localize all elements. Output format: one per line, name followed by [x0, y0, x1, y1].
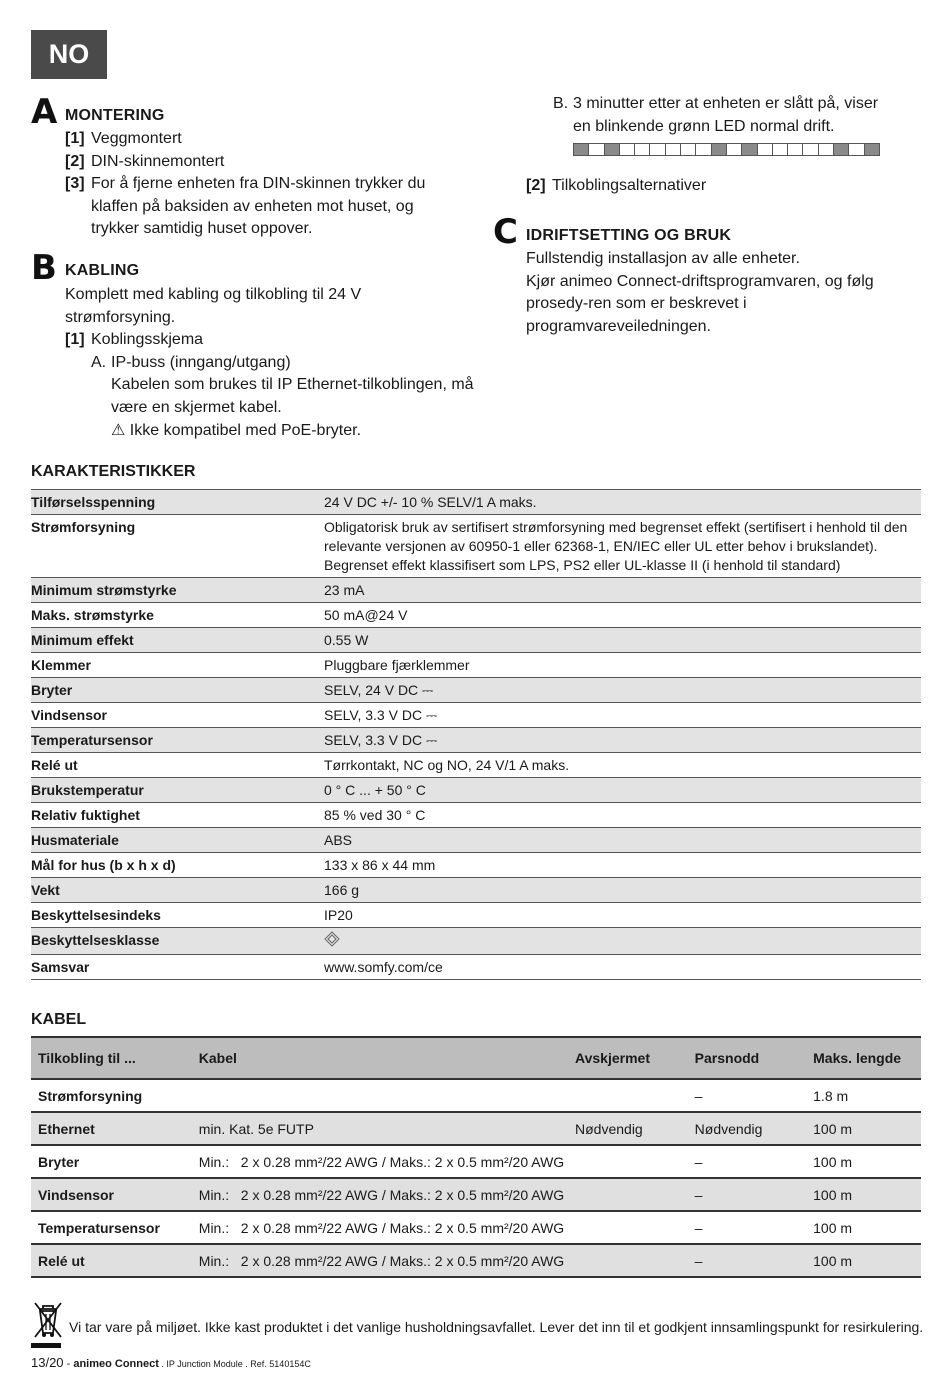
table-row	[31, 753, 921, 778]
table-cell: 100 m	[806, 1178, 921, 1211]
row-value: SELV, 3.3 V DC ⎓	[324, 703, 921, 728]
table-row	[31, 703, 921, 728]
led-segment	[865, 144, 879, 155]
row-label: Vekt	[31, 878, 324, 903]
section-c-body	[526, 248, 924, 338]
table-cell: 100 m	[806, 1211, 921, 1244]
table-row	[31, 778, 921, 803]
class-iii-icon	[324, 934, 340, 950]
row-value: 50 mA@24 V	[324, 603, 921, 628]
row-value: 133 x 86 x 44 mm	[324, 853, 921, 878]
table-cell: –	[688, 1178, 806, 1211]
led-segment	[788, 144, 803, 155]
table-row	[31, 955, 921, 980]
row-value: 85 % ved 30 ° C	[324, 803, 921, 828]
led-segment	[773, 144, 788, 155]
list-item: [1] Veggmontert	[65, 130, 182, 147]
table-header-row	[31, 1037, 921, 1079]
table-row	[31, 903, 921, 928]
column-header: Avskjermet	[568, 1037, 688, 1079]
footer-sep: -	[63, 1358, 74, 1370]
warning-icon: ⚠	[111, 421, 126, 439]
table-cell: 100 m	[806, 1112, 921, 1145]
led-segment	[803, 144, 818, 155]
row-label: Brukstemperatur	[31, 778, 324, 803]
sub-item-b: B. 3 minutter etter at enheten er slått på, viser en blinkende grønn LED normal drift.	[553, 95, 879, 135]
table-cell: Nødvendig	[688, 1112, 806, 1145]
table-cell: –	[688, 1079, 806, 1112]
table-cell: Strømforsyning	[31, 1079, 192, 1112]
row-label: Tilførselsspenning	[31, 490, 324, 515]
table-cell: Vindsensor	[31, 1178, 192, 1211]
section-b-body	[65, 284, 475, 442]
led-segment	[696, 144, 711, 155]
row-label: Minimum strømstyrke	[31, 578, 324, 603]
table-cell: Nødvendig	[568, 1112, 688, 1145]
characteristics-title: KARAKTERISTIKKER	[31, 463, 196, 480]
row-label: Mål for hus (b x h x d)	[31, 853, 324, 878]
section-a-letter: A	[31, 92, 58, 132]
table-cell: 100 m	[806, 1244, 921, 1277]
table-row	[31, 1112, 921, 1145]
row-label: Husmateriale	[31, 828, 324, 853]
table-row	[31, 728, 921, 753]
table-cell: 100 m	[806, 1145, 921, 1178]
row-value	[324, 515, 921, 578]
row-label: Beskyttelsesindeks	[31, 903, 324, 928]
row-label: Relé ut	[31, 753, 324, 778]
led-segment	[605, 144, 620, 155]
sub-item-a: A. IP-buss (inngang/utgang) Kabelen som brukes til IP Ethernet-tilkoblingen, må være en skjermet kabel. ⚠ Ikke kompatibel med PoE-bryter.	[91, 353, 474, 439]
footer	[31, 1355, 311, 1370]
table-row	[31, 853, 921, 878]
table-cell	[568, 1244, 688, 1277]
table-row	[31, 828, 921, 853]
row-value: 23 mA	[324, 578, 921, 603]
led-segment	[666, 144, 681, 155]
row-value: SELV, 24 V DC ⎓	[324, 678, 921, 703]
section-c-letter: C	[493, 212, 518, 252]
table-row	[31, 1178, 921, 1211]
section-b-letter: B	[31, 248, 57, 288]
row-value: IP20	[324, 903, 921, 928]
row-value: ABS	[324, 828, 921, 853]
section-b-title: KABLING	[65, 262, 140, 279]
column-header: Maks. lengde	[806, 1037, 921, 1079]
table-cell: 1.8 m	[806, 1079, 921, 1112]
table-row	[31, 490, 921, 515]
row-label: Temperatursensor	[31, 728, 324, 753]
list-item: [2] DIN-skinnemontert	[65, 152, 225, 170]
divider	[31, 1343, 61, 1348]
row-value-line: Obligatorisk bruk av sertifisert strømforsyning med begrenset effekt (sertifisert i henhold til den relevante versjonen av 60950-1 eller 62368-1, EN/IEC eller UL etter behov i brukslandet).	[324, 519, 908, 554]
led-segment	[635, 144, 650, 155]
table-cell: Min.: 2 x 0.28 mm²/22 AWG / Maks.: 2 x 0.5 mm²/20 AWG	[192, 1145, 568, 1178]
table-row	[31, 1079, 921, 1112]
table-cell: Min.: 2 x 0.28 mm²/22 AWG / Maks.: 2 x 0.5 mm²/20 AWG	[192, 1244, 568, 1277]
section-c-title: IDRIFTSETTING OG BRUK	[526, 227, 732, 244]
cable-table	[31, 1036, 921, 1278]
section-c-line: Fullstendig installasjon av alle enheter.	[526, 250, 800, 267]
section-a-list	[65, 128, 465, 241]
table-row	[31, 515, 921, 578]
led-segment	[819, 144, 834, 155]
row-value	[324, 928, 921, 955]
led-segment	[742, 144, 757, 155]
row-value: 0 ° C ... + 50 ° C	[324, 778, 921, 803]
row-label: Vindsensor	[31, 703, 324, 728]
table-row	[31, 1244, 921, 1277]
row-value: Pluggbare fjærklemmer	[324, 653, 921, 678]
section-c-line: Kjør animeo Connect-driftsprogramvaren, og følg prosedy-ren som er beskrevet i programvareveiledningen.	[526, 272, 874, 335]
table-row	[31, 653, 921, 678]
table-cell: Bryter	[31, 1145, 192, 1178]
led-pattern	[573, 143, 880, 156]
row-label: Klemmer	[31, 653, 324, 678]
table-row	[31, 1211, 921, 1244]
table-row	[31, 878, 921, 903]
column-header: Parsnodd	[688, 1037, 806, 1079]
table-row	[31, 603, 921, 628]
row-value: 24 V DC +/- 10 % SELV/1 A maks.	[324, 490, 921, 515]
row-value: SELV, 3.3 V DC ⎓	[324, 728, 921, 753]
footer-brand: animeo Connect	[73, 1358, 159, 1370]
table-cell: –	[688, 1211, 806, 1244]
list-item: [2] Tilkoblingsalternativer	[526, 177, 707, 194]
table-cell	[192, 1079, 568, 1112]
led-segment	[650, 144, 665, 155]
row-value: www.somfy.com/ce	[324, 955, 921, 980]
table-row	[31, 928, 921, 955]
row-value: Tørrkontakt, NC og NO, 24 V/1 A maks.	[324, 753, 921, 778]
row-label: Samsvar	[31, 955, 324, 980]
table-cell: –	[688, 1244, 806, 1277]
row-label: Bryter	[31, 678, 324, 703]
table-cell: Temperatursensor	[31, 1211, 192, 1244]
page-number: 13/20	[31, 1355, 64, 1370]
list-item: [1] Koblingsskjema	[65, 331, 204, 349]
led-segment	[849, 144, 864, 155]
column-header: Kabel	[192, 1037, 568, 1079]
table-cell: –	[688, 1145, 806, 1178]
row-value-line: Begrenset effekt klassifisert som LPS, PS2 eller UL-klasse II (i henhold til standard)	[324, 557, 841, 573]
table-cell	[568, 1211, 688, 1244]
led-segment	[574, 144, 589, 155]
row-label: Beskyttelsesklasse	[31, 928, 324, 955]
sub-list	[65, 352, 475, 442]
section-b-intro: Komplett med kabling og tilkobling til 24 V strømforsyning.	[65, 286, 362, 326]
section-a-title: MONTERING	[65, 107, 165, 124]
table-row	[31, 803, 921, 828]
led-segment	[758, 144, 773, 155]
led-segment	[589, 144, 604, 155]
footer-ref: . IP Junction Module . Ref. 5140154C	[158, 1359, 311, 1369]
row-label: Maks. strømstyrke	[31, 603, 324, 628]
weee-bin-icon	[31, 1300, 65, 1340]
language-badge: NO	[31, 30, 107, 79]
table-cell: Min.: 2 x 0.28 mm²/22 AWG / Maks.: 2 x 0.5 mm²/20 AWG	[192, 1211, 568, 1244]
recycle-note: Vi tar vare på miljøet. Ikke kast produktet i det vanlige husholdningsavfallet. Lever det inn til et godkjent innsamlingspunkt for resirkulering.	[69, 1319, 924, 1335]
table-cell: Relé ut	[31, 1244, 192, 1277]
table-row	[31, 678, 921, 703]
table-cell: min. Kat. 5e FUTP	[192, 1112, 568, 1145]
table-cell	[568, 1145, 688, 1178]
characteristics-table	[31, 489, 921, 980]
table-cell: Ethernet	[31, 1112, 192, 1145]
led-segment	[712, 144, 727, 155]
led-segment	[727, 144, 742, 155]
table-row	[31, 578, 921, 603]
list-item: [3] For å fjerne enheten fra DIN-skinnen trykker du klaffen på baksiden av enheten mot huset, og trykker samtidig huset oppover.	[65, 175, 426, 238]
row-label: Minimum effekt	[31, 628, 324, 653]
row-label: Strømforsyning	[31, 515, 324, 578]
led-segment	[681, 144, 696, 155]
led-segment	[834, 144, 849, 155]
row-value: 0.55 W	[324, 628, 921, 653]
row-label: Relativ fuktighet	[31, 803, 324, 828]
column-header: Tilkobling til ...	[31, 1037, 192, 1079]
table-cell	[568, 1079, 688, 1112]
row-value: 166 g	[324, 878, 921, 903]
table-cell: Min.: 2 x 0.28 mm²/22 AWG / Maks.: 2 x 0.5 mm²/20 AWG	[192, 1178, 568, 1211]
table-cell	[568, 1178, 688, 1211]
led-segment	[620, 144, 635, 155]
cable-title: KABEL	[31, 1011, 87, 1028]
table-row	[31, 628, 921, 653]
table-row	[31, 1145, 921, 1178]
